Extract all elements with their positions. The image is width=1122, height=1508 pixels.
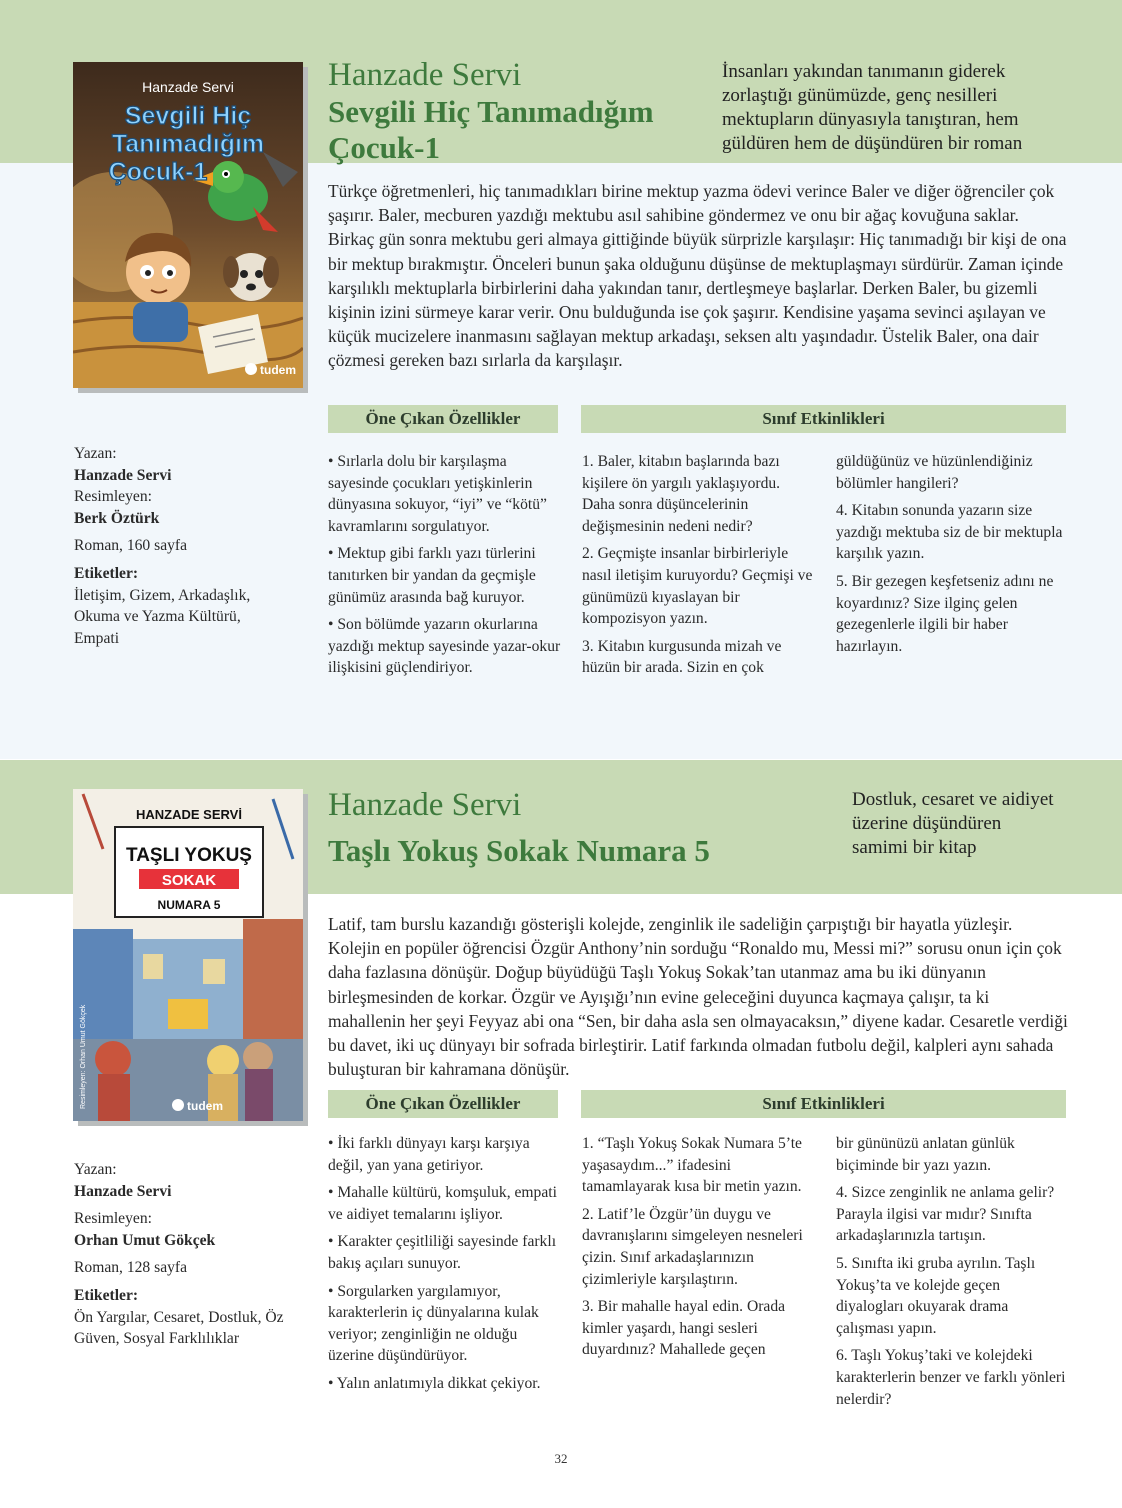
- cover-title-line1: Sevgili Hiç: [124, 102, 252, 130]
- cover-publisher: tudem: [187, 1099, 223, 1113]
- cover-spine-credit: Resimleyen: Orhan Umut Gökçek: [80, 1004, 87, 1109]
- book2-activities-header: Sınıf Etkinlikleri: [581, 1090, 1066, 1118]
- book-format: Roman, 128 sayfa: [74, 1259, 188, 1277]
- feature-item: • Yalın anlatımıyla dikkat çekiyor.: [328, 1374, 541, 1392]
- book1-features-list: [328, 451, 564, 685]
- tags-label: Etiketler:: [74, 1286, 139, 1304]
- activity-item: 1. Baler, kitabın başlarında bazı kişilere ön yargılı yaklaşıyordu. Daha sonra düşüncelerinin değişmesinin nedeni nedir?: [582, 453, 781, 535]
- book1-meta: [74, 443, 274, 649]
- writer-label: Yazan:: [74, 1161, 117, 1178]
- book2-tagline: [852, 788, 1102, 860]
- tagline-line: İnsanları yakından tanımanın giderek: [722, 61, 1006, 82]
- illustrator-label: Resimleyen:: [74, 488, 152, 506]
- cover-illustration: [73, 62, 303, 388]
- tagline-line: Dostluk, cesaret ve aidiyet: [852, 789, 1054, 810]
- tagline-line: samimi bir kitap: [852, 837, 977, 858]
- feature-item: • Karakter çeşitliliği sayesinde farklı bakış açıları sunuyor.: [328, 1233, 557, 1272]
- page-number: 32: [554, 1451, 568, 1466]
- activity-item: 1. “Taşlı Yokuş Sokak Numara 5’te yaşasaydım...” ifadesini tamamlayarak kısa bir metin yazın.: [582, 1135, 802, 1196]
- book-cover-sevgili-hic[interactable]: [73, 62, 303, 388]
- feature-item: • Sorgularken yargılamıyor, karakterlerin iç dünyalarına kulak veriyor; zenginliğin ne olduğu üzerine düşündürüyor.: [328, 1282, 539, 1365]
- activity-item: 3. Bir mahalle hayal edin. Orada kimler yaşardı, hangi sesleri duyardınız? Mahallede geçen: [582, 1298, 786, 1359]
- book-cover-tasli-yokus[interactable]: [73, 789, 303, 1121]
- book1-tagline: [722, 60, 1102, 156]
- book1-author: Hanzade Servi: [328, 57, 522, 93]
- book2-description: Latif, tam burslu kazandığı gösterişli kolejde, zenginlik ile sadeliğin çarpıştığı bir hayatla yüzleşir. Kolejin en popüler öğrencisi Özgür Anthony’nin sorduğu “Ronaldo mu, Messi mi?” sorusu onun için çok daha fazlasına dönüşür. Doğup büyüdüğü Taşlı Yokuş Sokak’tan utanmaz ama bu iki dünyanın birleşmesinden de korkar. Özgür ve Ayışığı’nın evine geleceğini duyunca kaçmaya çalışır, ta ki mahallenin her şeyi Feyyaz abi ona “Sen, bir daha asla sen olmayacaksın,” diyene kadar. Cesaretle verdiği bu davet, iki uç dünyayı bir sofrada birleştirir. Latif farkında olmadan futbolu değil, kalpleri aynı sahada buluşturan bir kahramana dönüşür.: [328, 914, 1068, 1080]
- activity-item: 3. Kitabın kurgusunda mizah ve hüzün bir arada. Sizin en çok: [582, 637, 782, 677]
- cover-title-line2: SOKAK: [161, 872, 217, 889]
- book2-features-header: Öne Çıkan Özellikler: [328, 1090, 558, 1118]
- feature-item: • Mektup gibi farklı yazı türlerini tanıtırken bir yandan da geçmişle günümüz arasında bağ kuruyor.: [328, 545, 536, 606]
- activity-item: 5. Sınıfta iki gruba ayrılın. Taşlı Yokuş’ta ve kolejde geçen diyalogları okuyarak drama çalışması yapın.: [836, 1254, 1036, 1337]
- tagline-line: üzerine düşündüren: [852, 813, 1002, 834]
- tagline-line: mektupların dünyasıyla tanıştıran, hem: [722, 109, 1019, 130]
- feature-item: • İki farklı dünyayı karşı karşıya değil, yan yana getiriyor.: [328, 1135, 530, 1174]
- feature-item: • Sırlarla dolu bir karşılaşma sayesinde çocukları yetişkinlerin dünyasına sokuyor, “iyi” ve “kötü” kavramlarını sorgulatıyor.: [328, 453, 547, 535]
- illustrator-name: Orhan Umut Gökçek: [74, 1231, 216, 1249]
- activity-item: 6. Taşlı Yokuş’taki ve kolejdeki karakterlerin benzer ve farklı yönleri nelerdir?: [836, 1347, 1066, 1408]
- tags-label: Etiketler:: [74, 564, 139, 582]
- book2-title: Taşlı Yokuş Sokak Numara 5: [328, 833, 710, 868]
- activity-item: 4. Kitabın sonunda yazarın size yazdığı mektuba siz de bir mektupla karşılık yazın.: [836, 502, 1063, 563]
- tags-list: İletişim, Gizem, Arkadaşlık, Okuma ve Yazma Kültürü, Empati: [74, 586, 251, 647]
- book-format: Roman, 160 sayfa: [74, 537, 188, 555]
- book2-activities-col1: [582, 1133, 814, 1367]
- publisher-logo-icon: [172, 1099, 184, 1111]
- book2-author: Hanzade Servi: [328, 787, 522, 823]
- writer-name: Hanzade Servi: [74, 1182, 172, 1200]
- book2-meta: [74, 1159, 284, 1350]
- cover-title-line1: TAŞLI YOKUŞ: [126, 845, 252, 866]
- illustrator-name: Berk Öztürk: [74, 509, 160, 527]
- book1-activities-col1: [582, 451, 814, 685]
- cover-title-line2: Tanımadığım: [111, 130, 265, 158]
- feature-item: • Mahalle kültürü, komşuluk, empati ve aidiyet temalarını işliyor.: [328, 1184, 557, 1223]
- book1-description: Türkçe öğretmenleri, hiç tanımadıkları birine mektup yazma ödevi verince Baler ve diğer öğrenciler çok şaşırır. Baler, mecburen yazdığı mektubu asıl sahibine göndermez ve onu bir ağaç kovuğuna saklar. Birkaç gün sonra mektubu geri almaya gittiğinde büyük sürprizle karşılaşır: Hiç tanımadığı bir kişi de ona bir mektup bırakmıştır. Önceleri bunun şaka olduğunu düşünse de mektuplaşmayı sürdürür. Zaman içinde karşılıklı mektuplarla birbirlerini daha yakından tanır, dertleşmeye başlarlar. Derken Baler, bu gizemli kişinin izini sürmeye karar verir. Onu bulduğunda ise çok şaşırır. Kendisine yaşama sevinci aşılayan ve küçük mucizelere inanmasını sağlayan mektup arkadaşı, seksen altı yaşındadır. Üstelik Baler, ona dair çözmesi gereken bazı sırlarla da karşılaşır.: [328, 181, 1067, 371]
- book1-title-line2: Çocuk-1: [328, 130, 440, 165]
- book2-activities-col2: [836, 1133, 1068, 1416]
- activity-item: 5. Bir gezegen keşfetseniz adını ne koyardınız? Size ilginç gelen gezegenlerle ilgili bir haber hazırlayın.: [836, 572, 1054, 655]
- cover-title-line3: Çocuk-1: [108, 158, 208, 186]
- cover-publisher: tudem: [260, 363, 296, 377]
- activity-item: 4. Sizce zenginlik ne anlama gelir? Parayla ilgisi var mıdır? Sınıfta arkadaşlarınızla tartışın.: [836, 1184, 1055, 1245]
- cover-title-line3: NUMARA 5: [157, 898, 221, 912]
- book1-activities-header: Sınıf Etkinlikleri: [581, 405, 1066, 433]
- book1-features-header: Öne Çıkan Özellikler: [328, 405, 558, 433]
- activity-item: bir gününüzü anlatan günlük biçiminde bir yazı yazın.: [836, 1135, 1015, 1174]
- activity-item: 2. Latif’le Özgür’ün duygu ve davranışlarını simgeleyen nesneleri çizin. Sınıf arkadaşlarınızın çizimleriyle karşılaştırın.: [582, 1205, 803, 1288]
- writer-name: Hanzade Servi: [74, 466, 172, 484]
- tagline-line: zorlaştığı günümüzde, genç nesilleri: [722, 85, 998, 106]
- publisher-logo-icon: [245, 363, 257, 375]
- book1-title-line1: Sevgili Hiç Tanımadığım: [328, 94, 654, 129]
- writer-label: Yazan:: [74, 445, 117, 462]
- cover-illustration: [73, 789, 303, 1121]
- tags-list: Ön Yargılar, Cesaret, Dostluk, Öz Güven, Sosyal Farklılıklar: [74, 1308, 284, 1348]
- feature-item: • Son bölümde yazarın okurlarına yazdığı mektup sayesinde yazar-okur ilişkisini güçlendiriyor.: [328, 616, 561, 677]
- book2-features-list: [328, 1133, 564, 1401]
- activity-item: 2. Geçmişte insanlar birbirleriyle nasıl iletişim kuruyordu? Geçmişi ve günümüzü kıyaslayan bir kompozisyon yazın.: [582, 545, 813, 628]
- activity-item: güldüğünüz ve hüzünlendiğiniz bölümler hangileri?: [836, 453, 1033, 492]
- illustrator-label: Resimleyen:: [74, 1210, 152, 1228]
- book1-activities-col2: [836, 451, 1068, 663]
- cover-author: HANZADE SERVİ: [136, 807, 242, 822]
- tagline-line: güldüren hem de düşündüren bir roman: [722, 133, 1023, 154]
- cover-author: Hanzade Servi: [142, 79, 234, 95]
